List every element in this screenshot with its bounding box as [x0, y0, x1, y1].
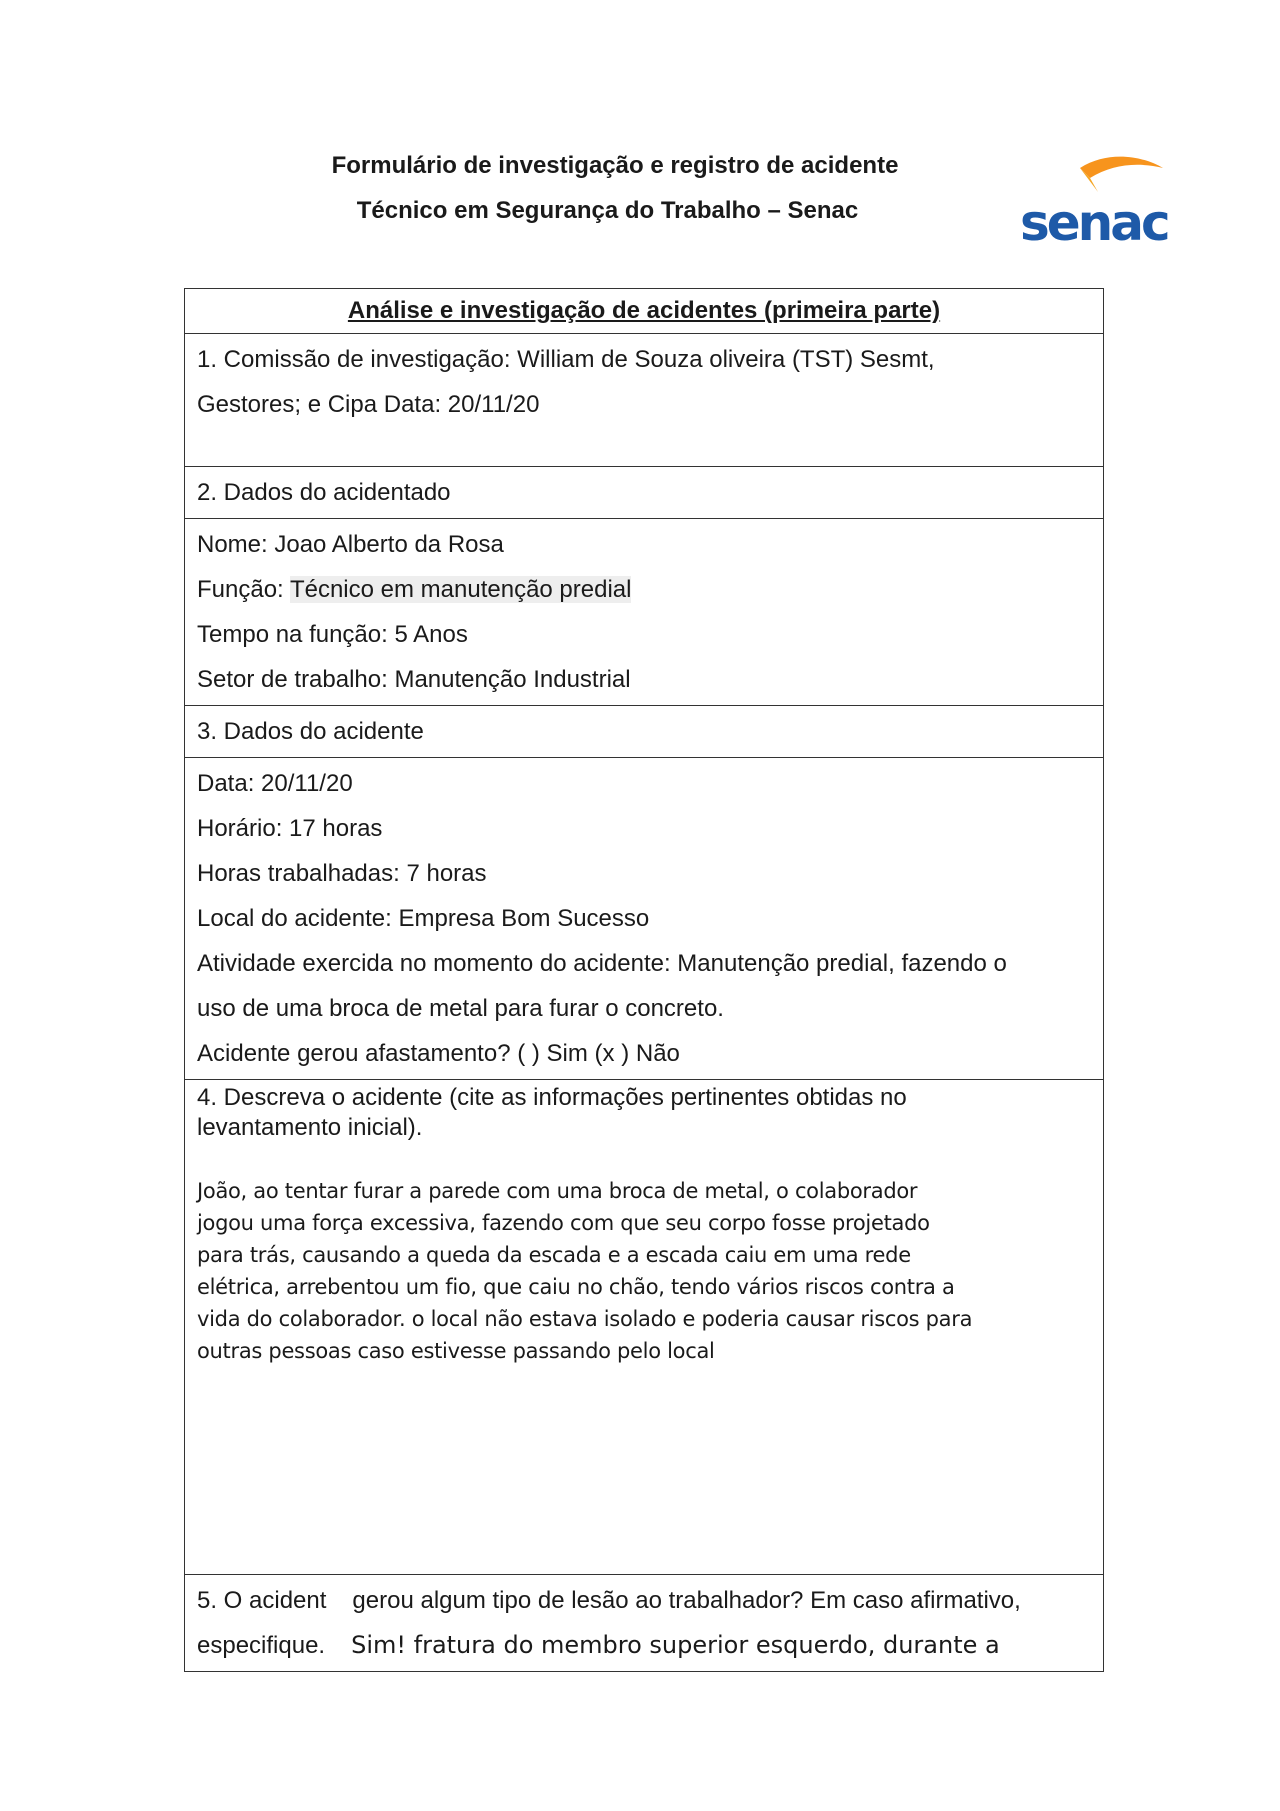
accident-date: Data: 20/11/20 [197, 770, 353, 797]
victim-role [197, 567, 1091, 612]
role-label: Função: [197, 576, 290, 603]
injury-cell [185, 1575, 1104, 1672]
victim-sector: Setor de trabalho: Manutenção Industrial [197, 666, 631, 693]
accident-leave: Acidente gerou afastamento? ( ) Sim (x ) Não [197, 1040, 680, 1067]
commission-line1: 1. Comissão de investigação: William de Souza oliveira (TST) Sesmt, [197, 346, 935, 373]
commission-line2: Gestores; e Cipa Data: 20/11/20 [197, 391, 540, 418]
narrative-line: vida do colaborador. o local não estava isolado e poderia causar riscos para [197, 1307, 973, 1331]
injury-line2-start: especifique. [197, 1632, 326, 1659]
accident-data-cell [185, 758, 1104, 1080]
injury-line1 [197, 1578, 1091, 1623]
section-title: Análise e investigação de acidentes (primeira parte) [185, 289, 1104, 334]
form-title: Formulário de investigação e registro de acidente [331, 152, 899, 179]
victim-name: Nome: Joao Alberto da Rosa [197, 531, 504, 558]
accident-heading: 3. Dados do acidente [185, 706, 1104, 758]
senac-logo [1018, 148, 1178, 248]
logo-text: senac [1020, 194, 1168, 248]
narrative-line: outras pessoas caso estivesse passando pelo local [197, 1339, 715, 1363]
form-subtitle: Técnico em Segurança do Trabalho – Senac [356, 197, 859, 224]
investigation-table [184, 288, 1104, 1672]
victim-heading: 2. Dados do acidentado [185, 467, 1104, 519]
description-cell [185, 1080, 1104, 1575]
accident-time: Horário: 17 horas [197, 815, 383, 842]
victim-data-cell [185, 519, 1104, 706]
injury-line2-end: Sim! fratura do membro superior esquerdo, durante a [351, 1631, 1000, 1659]
accident-location: Local do acidente: Empresa Bom Sucesso [197, 905, 650, 932]
accident-activity-line1: Atividade exercida no momento do acidente: Manutenção predial, fazendo o [197, 950, 1007, 977]
accident-hours-worked: Horas trabalhadas: 7 horas [197, 860, 487, 887]
narrative-line: jogou uma força excessiva, fazendo com que seu corpo fosse projetado [197, 1211, 930, 1235]
description-heading-line1: 4. Descreva o acidente (cite as informações pertinentes obtidas no [197, 1084, 907, 1111]
accident-narrative [197, 1175, 1017, 1367]
injury-line1-start: 5. O acident [197, 1587, 327, 1614]
narrative-line: para trás, causando a queda da escada e a escada caiu em uma rede [197, 1243, 911, 1267]
description-heading-line2: levantamento inicial). [197, 1114, 423, 1141]
role-value: Técnico em manutenção predial [289, 576, 632, 603]
injury-line2 [197, 1623, 1091, 1668]
victim-tenure: Tempo na função: 5 Anos [197, 621, 468, 648]
commission-cell [185, 334, 1104, 467]
narrative-line: João, ao tentar furar a parede com uma broca de metal, o colaborador [197, 1179, 918, 1203]
narrative-line: elétrica, arrebentou um fio, que caiu no chão, tendo vários riscos contra a [197, 1275, 955, 1299]
accident-activity-line2: uso de uma broca de metal para furar o concreto. [197, 995, 724, 1022]
injury-line1-end: gerou algum tipo de lesão ao trabalhador? Em caso afirmativo, [352, 1587, 1021, 1614]
